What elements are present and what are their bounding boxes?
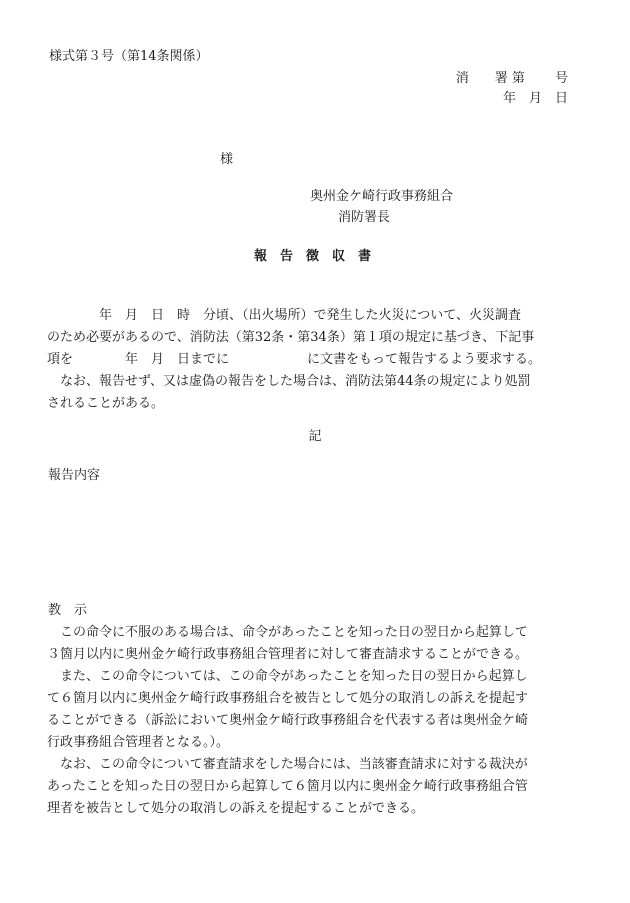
instruction-line: 理者を被告として処分の取消しの訴えを提起することができる。 bbox=[47, 801, 425, 816]
instruction-line: ることができる（訴訟において奥州金ケ崎行政事務組合を代表する者は奥州金ケ崎 bbox=[47, 713, 529, 728]
recipient-honorific: 様 bbox=[220, 152, 234, 167]
instruction-line: なお、この命令について審査請求をした場合には、当該審査請求に対する裁決が bbox=[47, 757, 528, 772]
request-line: 年 月 日 時 分頃、（出火場所）で発生した火災について、火災調査 bbox=[47, 308, 521, 323]
sender-organization: 奥州金ケ崎行政事務組合 bbox=[310, 189, 454, 204]
request-line: なお、報告せず、又は虚偽の報告をした場合は、消防法第44条の規定により処罰 bbox=[47, 374, 531, 389]
instruction-heading: 教 示 bbox=[48, 603, 88, 618]
report-contents-label: 報告内容 bbox=[48, 468, 101, 483]
ki-heading: 記 bbox=[308, 429, 322, 444]
instruction-line: ３箇月以内に奥州金ケ崎行政事務組合管理者に対して審査請求することができる。 bbox=[47, 647, 529, 662]
instruction-line: て６箇月以内に奥州金ケ崎行政事務組合を被告として処分の取消しの訴えを提起す bbox=[47, 691, 529, 706]
instruction-line: この命令に不服のある場合は、命令があったことを知った日の翌日から起算して bbox=[47, 625, 528, 640]
sender-title: 消防署長 bbox=[338, 210, 391, 225]
request-line: 項を 年 月 日までに に文書をもって報告するよう要求する。 bbox=[47, 352, 542, 367]
instruction-line: 行政事務組合管理者となる。）。 bbox=[47, 735, 230, 750]
request-line: されることがある。 bbox=[47, 396, 165, 411]
document-title: 報告徴収書 bbox=[253, 249, 384, 264]
request-line: のため必要があるので、消防法（第32条・第34条）第１項の規定に基づき、下記事 bbox=[47, 330, 535, 345]
form-number: 様式第３号（第14条関係） bbox=[49, 49, 209, 64]
issue-date: 年 月 日 bbox=[502, 91, 568, 106]
instruction-line: あったことを知った日の翌日から起算して６箇月以内に奥州金ケ崎行政事務組合管 bbox=[47, 779, 528, 794]
instruction-body bbox=[47, 622, 585, 820]
request-paragraph bbox=[47, 305, 585, 415]
fire-station-document-number: 消 署 第 号 bbox=[455, 71, 568, 86]
instruction-line: また、この命令については、この命令があったことを知った日の翌日から起算し bbox=[47, 669, 528, 684]
